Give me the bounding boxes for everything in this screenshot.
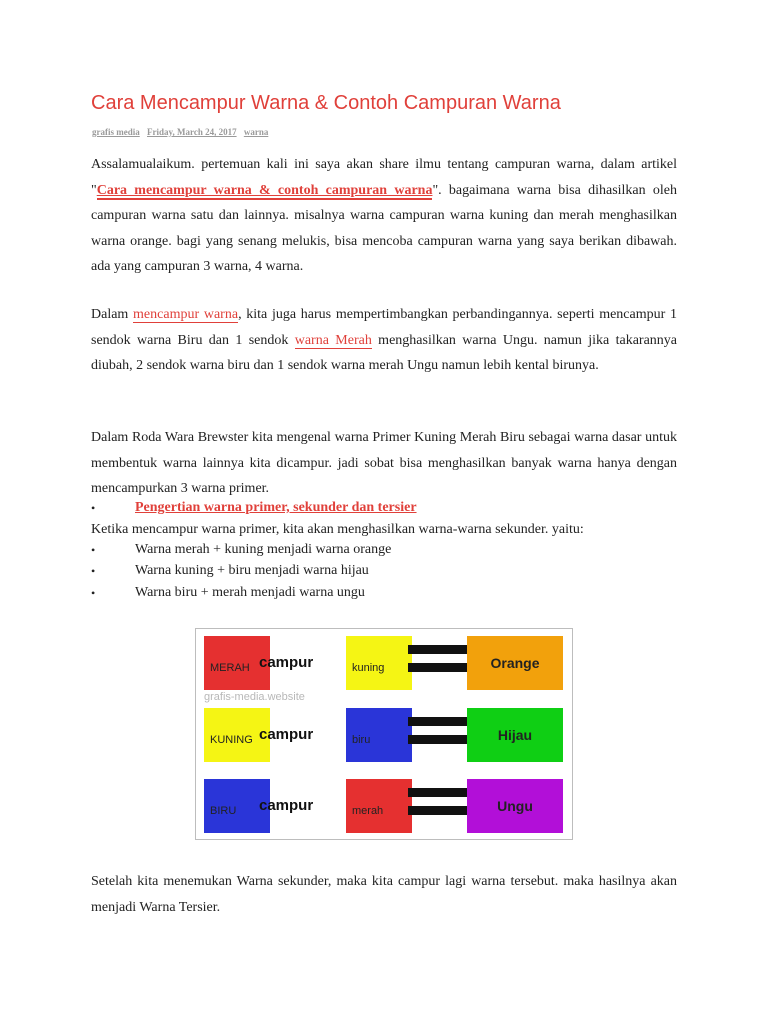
result-label: Hijau (497, 727, 533, 743)
campur-label: campur (259, 797, 314, 814)
paragraph-intro (91, 152, 677, 280)
paragraph-brewster: Dalam Roda Wara Brewster kita mengenal warna Primer Kuning Merah Biru sebagai warna dasar untuk membentuk warna lainnya kita dicampur. jadi sobat bisa menghasilkan banyak warna hanya dengan mencampurkan 3 warna primer. (91, 430, 677, 496)
bullet-dot: • (91, 501, 96, 515)
paragraph-ratio-text-c: menghasilkan warna Ungu. namun jika takarannya diubah, 2 sendok warna biru dan 1 sendok warna merah Ungu namun lebih kental birunya. (91, 332, 677, 373)
equals-icon (408, 645, 468, 681)
swatch-label: KUNING (210, 734, 253, 746)
paragraph-ratio-text-a: Dalam (91, 307, 134, 322)
intro-line: Ketika mencampur warna primer, kita akan menghasilkan warna-warna sekunder. yaitu: (91, 522, 584, 537)
bullet-dot: • (91, 564, 96, 578)
swatch-label: BIRU (210, 805, 237, 817)
color-mixing-figure (195, 628, 573, 840)
author-link[interactable]: grafis media (92, 127, 140, 137)
swatch-kuning (346, 636, 412, 690)
bullet-dot: • (91, 586, 96, 600)
result-orange (467, 636, 563, 690)
pengertian-warna-link[interactable]: Pengertian warna primer, sekunder dan tersier (135, 500, 417, 515)
swatch-label: kuning (352, 662, 385, 674)
swatch-label: biru (352, 734, 371, 746)
article-title-link[interactable]: Cara mencampur warna & contoh campuran warna (96, 182, 433, 198)
paragraph-intro-text-b: ". bagaimana warna bisa dihasilkan oleh campuran warna satu dan lainnya. misalnya warna campuran warna kuning dan merah menghasilkan warna orange. bagi yang senang melukis, bisa mencoba campuran warna yang saya berikan dibawah. ada yang campuran 3 warna, 4 warna. (91, 182, 677, 274)
label-link[interactable]: warna (243, 127, 269, 137)
swatch-biru (346, 708, 412, 762)
paragraph-ratio-text-b: , kita juga harus mempertimbangkan perbandingannya. seperti mencampur 1 sendok warna Biru dan 1 sendok (91, 307, 677, 348)
swatch-label: MERAH (210, 662, 250, 674)
mencampur-warna-link[interactable]: mencampur warna (133, 307, 239, 322)
paragraph-ratio (91, 302, 677, 379)
article-meta (92, 127, 273, 137)
warna-merah-link[interactable]: warna Merah (294, 332, 372, 348)
result-ungu (467, 779, 563, 833)
result-label: Orange (490, 655, 540, 671)
campur-label: campur (259, 654, 314, 671)
list-item-text: Warna merah + kuning menjadi warna orange (135, 542, 392, 557)
result-hijau (467, 708, 563, 762)
bullet-dot: • (91, 543, 96, 557)
swatch-label: merah (352, 805, 384, 817)
equals-icon (408, 717, 468, 753)
date-link[interactable]: Friday, March 24, 2017 (147, 127, 237, 137)
list-item-text: Warna kuning + biru menjadi warna hijau (135, 563, 369, 578)
article-title: Cara Mencampur Warna & Contoh Campuran Warna (91, 92, 561, 114)
paragraph-tersier: Setelah kita menemukan Warna sekunder, maka kita campur lagi warna tersebut. maka hasilnya akan menjadi Warna Tersier. (91, 874, 677, 915)
result-label: Ungu (497, 798, 533, 814)
equals-icon (408, 788, 468, 824)
list-item-text: Warna biru + merah menjadi warna ungu (135, 585, 365, 600)
paragraph-intro-text-a: Assalamualaikum. pertemuan kali ini saya akan share ilmu tentang campuran warna, dalam artikel " (91, 157, 677, 198)
swatch-merah (346, 779, 412, 833)
campur-label: campur (259, 726, 314, 743)
watermark: grafis-media.website (204, 691, 305, 703)
